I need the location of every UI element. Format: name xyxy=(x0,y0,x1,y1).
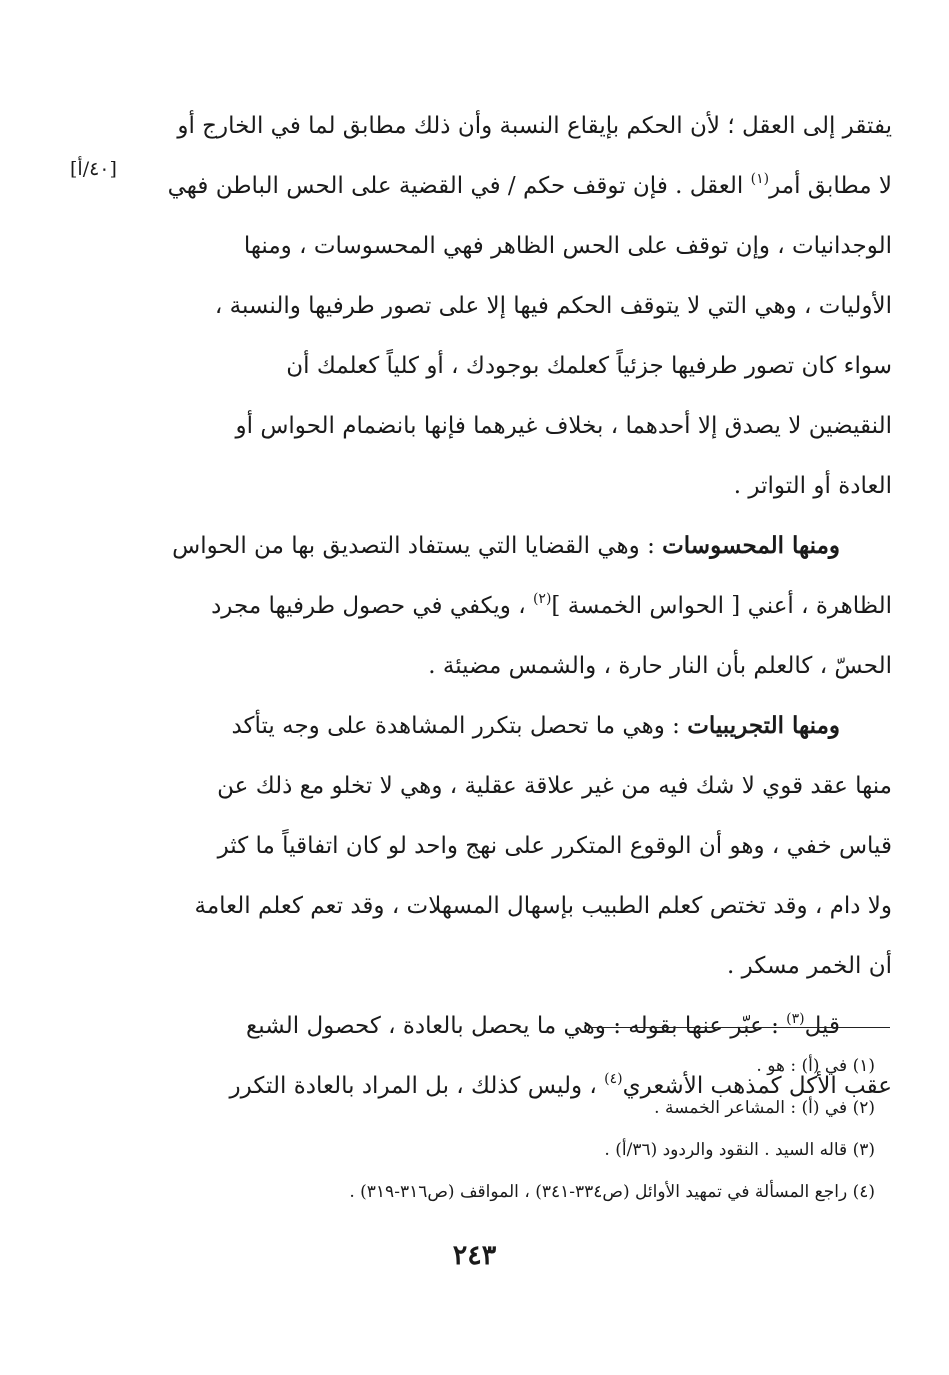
footnote-marker: (٤) xyxy=(604,1071,623,1087)
text-segment: العقل . فإن توقف حكم / في القضية على الحس الباطن فهي xyxy=(167,173,751,199)
text-segment: : وهي القضايا التي يستفاد التصديق بها من الحواس xyxy=(172,533,663,559)
footnote-item: (٣) قاله السيد . النقود والردود (٣٦/أ) . xyxy=(604,1140,875,1160)
footnote-marker: (٣) xyxy=(786,1011,805,1027)
text-line xyxy=(140,156,892,216)
text-line: سواء كان تصور طرفيها جزئياً كعلمك بوجودك ، أو كلياً كعلمك أن xyxy=(286,353,892,379)
text-segment: : عبّر عنها بقوله : وهي ما يحصل بالعادة ، كحصول الشبع xyxy=(246,1013,787,1039)
footnote-item: (٤) راجع المسألة في تمهيد الأوائل (ص٣٣٤-٣٤١) ، المواقف (ص٣١٦-٣١٩) . xyxy=(349,1182,875,1202)
margin-folio-reference: [٤٠/أ] xyxy=(70,158,117,180)
page-number: ٢٤٣ xyxy=(452,1240,497,1271)
text-segment: عقب الأكل كمذهب الأشعري xyxy=(622,1073,892,1099)
text-line: الوجدانيات ، وإن توقف على الحس الظاهر فهي المحسوسات ، ومنها xyxy=(243,233,892,259)
section-heading: ومنها التجريبيات xyxy=(687,712,840,739)
text-segment: : وهي ما تحصل بتكرر المشاهدة على وجه يتأكد xyxy=(231,713,688,739)
text-line: العادة أو التواتر . xyxy=(733,473,892,499)
footnote-item: (٢) في (أ) : المشاعر الخمسة . xyxy=(654,1098,875,1118)
footnote-separator xyxy=(590,1027,890,1028)
section-heading: ومنها المحسوسات xyxy=(662,532,840,559)
text-line: ولا دام ، وقد تختص كعلم الطبيب بإسهال المسهلات ، وقد تعم كعلم العامة xyxy=(194,893,892,919)
footnote-marker: (١) xyxy=(750,171,770,187)
text-line: قياس خفي ، وهو أن الوقوع المتكرر على نهج واحد لو كان اتفاقياً ما كثر xyxy=(217,833,892,859)
main-text xyxy=(140,96,892,1116)
text-line: الأوليات ، وهي التي لا يتوقف الحكم فيها إلا على تصور طرفيها والنسبة ، xyxy=(214,293,892,319)
text-line: يفتقر إلى العقل ؛ لأن الحكم بإيقاع النسبة وأن ذلك مطابق لما في الخارج أو xyxy=(177,113,892,139)
text-line xyxy=(140,516,892,576)
text-segment: ، ويكفي في حصول طرفيها مجرد xyxy=(211,593,533,619)
footnotes xyxy=(140,1045,875,1213)
footnote-marker: (٢) xyxy=(532,591,552,607)
text-line xyxy=(140,576,892,636)
text-line: أن الخمر مسكر . xyxy=(727,953,892,979)
text-segment: ، وليس كذلك ، بل المراد بالعادة التكرر xyxy=(229,1073,605,1099)
text-line: الحسّ ، كالعلم بأن النار حارة ، والشمس مضيئة . xyxy=(428,653,892,679)
text-segment: الظاهرة ، أعني [ الحواس الخمسة ] xyxy=(551,593,892,619)
text-line: النقيضين لا يصدق إلا أحدهما ، بخلاف غيرهما فإنها بانضمام الحواس أو xyxy=(235,413,892,439)
text-segment: قيل xyxy=(804,1013,840,1039)
text-line: منها عقد قوي لا شك فيه من غير علاقة عقلية ، وهي لا تخلو مع ذلك عن xyxy=(217,773,892,799)
footnote-item: (١) في (أ) : هو . xyxy=(756,1056,875,1076)
text-line xyxy=(140,696,892,756)
text-segment: لا مطابق أمر xyxy=(769,173,892,199)
